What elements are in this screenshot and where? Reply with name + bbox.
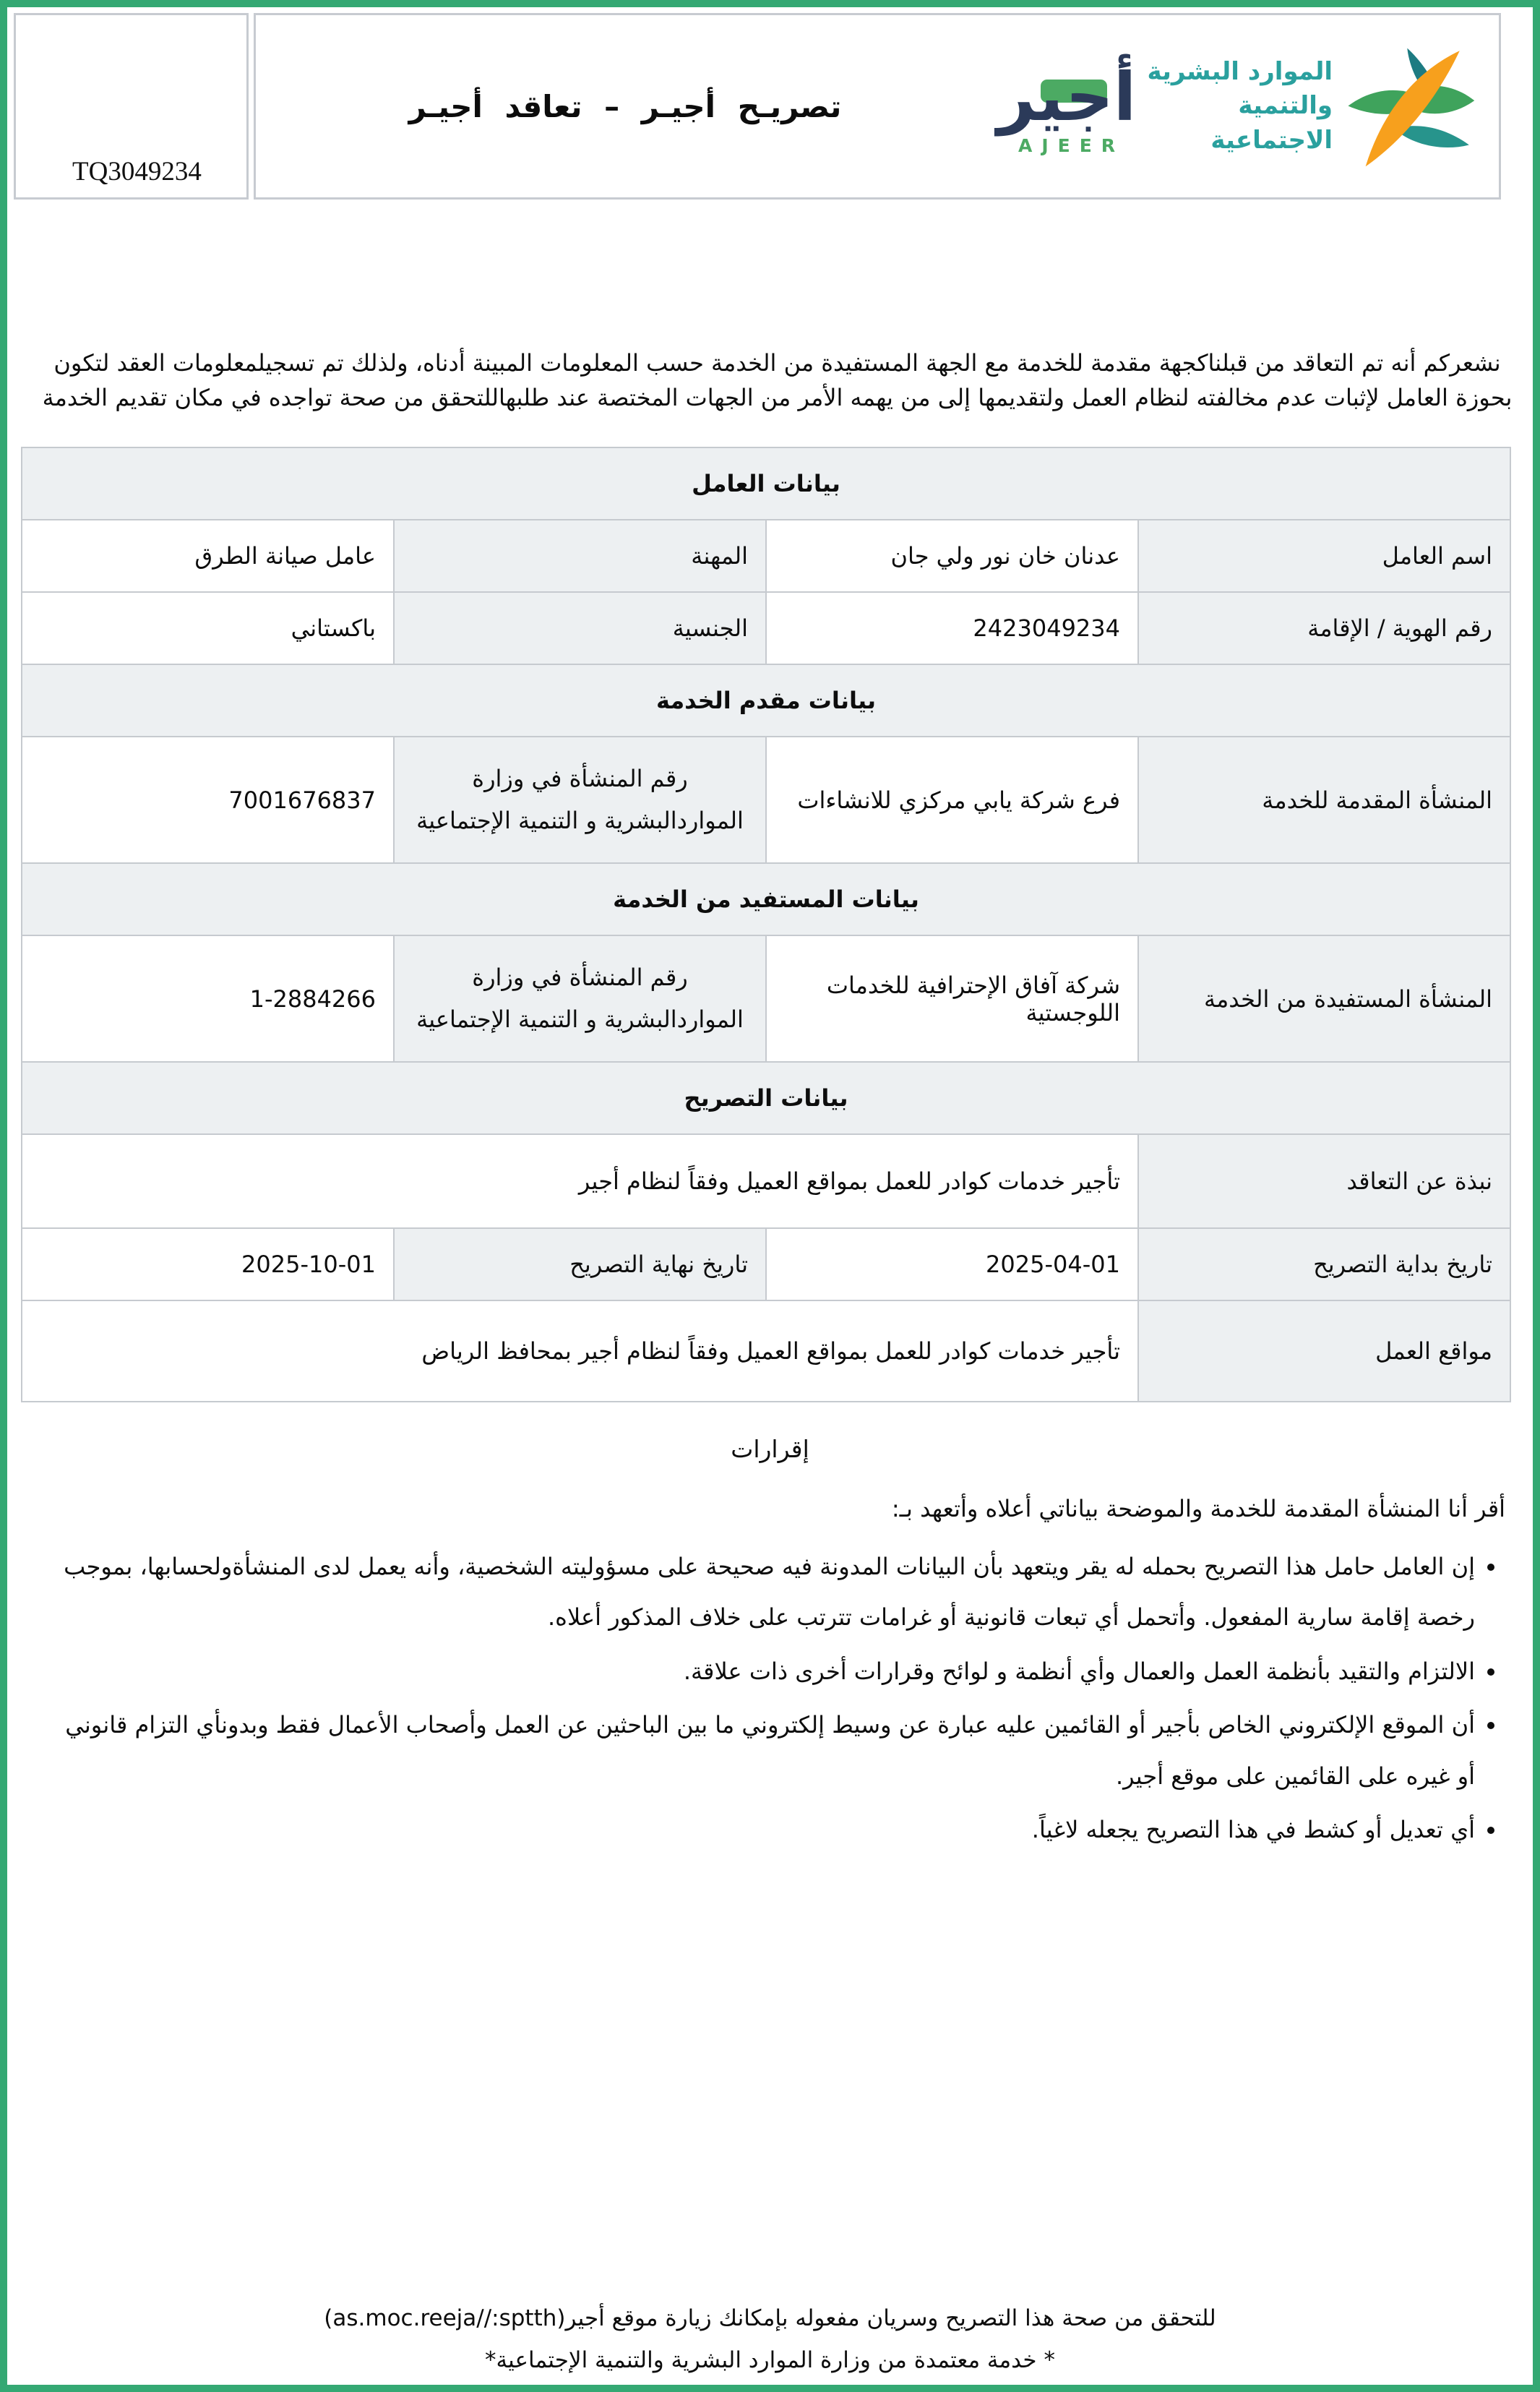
table-row: [22, 592, 1510, 664]
section-title-permit: بيانات التصريح: [22, 1062, 1510, 1134]
ministry-logo: [1139, 44, 1479, 168]
table-row: [22, 1134, 1510, 1228]
worker-name-label: اسم العامل: [1138, 520, 1510, 592]
accreditation-note: * خدمة معتمدة من وزارة الموارد البشرية والتنمية الإجتماعية*: [485, 2347, 1055, 2373]
beneficiary-number-value: 1-2884266: [22, 935, 394, 1062]
table-row: [22, 935, 1510, 1062]
permit-table: [21, 447, 1511, 1402]
declaration-item: • إن العامل حامل هذا التصريح بحمله له يقر ويتعهد بأن البيانات المدونة فيه صحيحة على مسؤوليته الشخصية، وأنه يعمل لدى المنشأةولحسابها، بموجب رخصة إقامة سارية المفعول. وأتحمل أي تبعات قانونية أو غرامات تترتب على خلاف المذكور أعلاه.: [40, 1541, 1475, 1643]
section-title-provider: بيانات مقدم الخدمة: [22, 664, 1510, 737]
provider-establishment-value: فرع شركة يابي مركزي للانشاءات: [766, 737, 1138, 863]
work-locations-value: تأجير خدمات كوادر للعمل بمواقع العميل وفقاً لنظام أجير بمحافظ الرياض: [22, 1300, 1138, 1402]
verification-text: للتحقق من صحة هذا التصريح وسريان مفعوله بإمكانك زيارة موقع أجير: [565, 2305, 1216, 2331]
id-number-value: 2423049234: [766, 592, 1138, 664]
ministry-palm-emblem-icon: [1341, 44, 1479, 168]
id-number-label: رقم الهوية / الإقامة: [1138, 592, 1510, 664]
table-row: [22, 737, 1510, 863]
intro-paragraph: نشعركم أنه تم التعاقد من قبلناكجهة مقدمة للخدمة مع الجهة المستفيدة من الخدمة حسب المعلومات المبينة أدناه، ولذلك تم تسجيلمعلومات العقد لتكون بحوزة العامل لإثبات عدم مخالفته لنظام العمل ولتقديمها إلى من يهمه الأمر من الجهات المختصة عند طلبهاللتحقق من صحة تواجده في مكان تقديم الخدمة: [42, 349, 1513, 411]
permit-number: TQ3049234: [72, 157, 202, 187]
section-header-worker: [22, 447, 1510, 520]
provider-establishment-label: المنشأة المقدمة للخدمة: [1138, 737, 1510, 863]
ministry-wordmark-line2: والتنمية الاجتماعية: [1210, 91, 1333, 155]
beneficiary-establishment-value: شركة آفاق الإحترافية للخدمات اللوجستية: [766, 935, 1138, 1062]
ajeer-logo-arabic-wrap: [997, 58, 1137, 136]
ministry-wordmark-line1: الموارد البشرية: [1147, 56, 1333, 86]
permit-start-date-label: تاريخ بداية التصريح: [1138, 1228, 1510, 1300]
table-row: [22, 1300, 1510, 1402]
profession-label: المهنة: [394, 520, 766, 592]
declarations-intro: أقر أنا المنشأة المقدمة للخدمة والموضحة بياناتي أعلاه وأتعهد بـ:: [891, 1495, 1505, 1522]
table-row: [22, 1228, 1510, 1300]
work-locations-label: مواقع العمل: [1138, 1300, 1510, 1402]
declarations-title: إقرارات: [731, 1435, 809, 1463]
provider-number-label: رقم المنشأة في وزارة المواردالبشرية و التنمية الإجتماعية: [394, 737, 766, 863]
verification-note: [7, 2305, 1533, 2331]
ajeer-logo-latin: AJEER: [1018, 135, 1125, 157]
ajeer-logo: [994, 56, 1139, 156]
contract-about-value: تأجير خدمات كوادر للعمل بمواقع العميل وفقاً لنظام أجير: [22, 1134, 1138, 1228]
section-title-beneficiary: بيانات المستفيد من الخدمة: [22, 863, 1510, 935]
beneficiary-establishment-label: المنشأة المستفيدة من الخدمة: [1138, 935, 1510, 1062]
permit-start-date-value: 2025-04-01: [766, 1228, 1138, 1300]
table-row: [22, 520, 1510, 592]
document-header: [14, 13, 1501, 200]
provider-number-value: 7001676837: [22, 737, 394, 863]
permit-number-box: [14, 13, 249, 200]
verification-url: (as.moc.reeja//:sptth): [324, 2305, 566, 2331]
document-title: تصريـح أجيـر – تعاقد أجيـر: [408, 88, 842, 124]
profession-value: عامل صيانة الطرق: [22, 520, 394, 592]
worker-name-value: عدنان خان نور ولي جان: [766, 520, 1138, 592]
footer: [7, 2305, 1533, 2373]
permit-end-date-label: تاريخ نهاية التصريح: [394, 1228, 766, 1300]
section-header-permit: [22, 1062, 1510, 1134]
section-header-provider: [22, 664, 1510, 737]
declaration-item: • الالتزام والتقيد بأنظمة العمل والعمال وأي أنظمة و لوائح وقرارات أخرى ذات علاقة.: [40, 1646, 1475, 1697]
beneficiary-number-label: رقم المنشأة في وزارة المواردالبشرية و التنمية الإجتماعية: [394, 935, 766, 1062]
declarations-list: [40, 1541, 1482, 1858]
section-title-worker: بيانات العامل: [22, 447, 1510, 520]
nationality-label: الجنسية: [394, 592, 766, 664]
nationality-value: باكستاني: [22, 592, 394, 664]
ministry-wordmark: [1139, 55, 1333, 158]
ajeer-logo-arabic: أجير: [997, 58, 1137, 136]
title-box: [254, 13, 1501, 200]
declaration-item: • أي تعديل أو كشط في هذا التصريح يجعله لاغياً.: [40, 1804, 1475, 1855]
declaration-item: • أن الموقع الإلكتروني الخاص بأجير أو القائمين عليه عبارة عن وسيط إلكتروني ما بين الباحثين عن العمل وأصحاب الأعمال فقط وبدونأي التزام قانوني أو غيره على القائمين على موقع أجير.: [40, 1699, 1475, 1801]
permit-end-date-value: 2025-10-01: [22, 1228, 394, 1300]
contract-about-label: نبذة عن التعاقد: [1138, 1134, 1510, 1228]
section-header-beneficiary: [22, 863, 1510, 935]
